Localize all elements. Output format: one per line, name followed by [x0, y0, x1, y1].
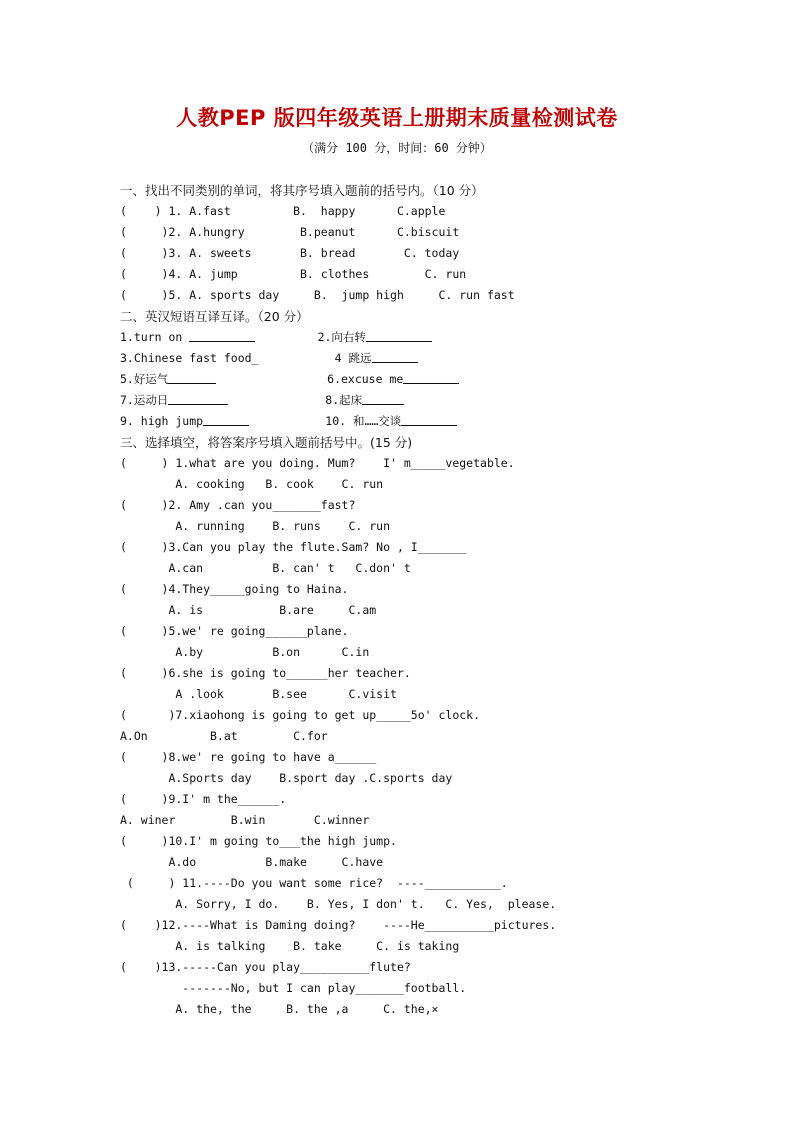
- question-line: ( ) 11.----Do you want some rice? ----___________.: [120, 876, 508, 890]
- options-line: A.do B.make C.have: [120, 855, 384, 869]
- answer-blank: [362, 392, 404, 405]
- question-line: ( )10.I' m going to___the high jump.: [120, 834, 397, 848]
- question-line: ( )4.They_____going to Haina.: [120, 582, 349, 596]
- options-line: A. winer B.win C.winner: [120, 813, 370, 827]
- phrase-right: 4 跳远: [334, 351, 372, 365]
- phrase-left: 9. high jump: [120, 414, 204, 428]
- answer-blank: [401, 413, 457, 426]
- question-line: ( )6.she is going to______her teacher.: [120, 666, 411, 680]
- page-subtitle: （满分 100 分，时间：60 分钟）: [302, 141, 492, 155]
- section1-item: ( )4. A. jump B. clothes C. run: [120, 267, 467, 281]
- question-line: ( )3.Can you play the flute.Sam? No , I_______: [120, 540, 467, 554]
- section1-item: ( ) 1. A.fast B. happy C.apple: [120, 204, 446, 218]
- section1-item: ( )5. A. sports day B. jump high C. run fast: [120, 288, 515, 302]
- phrase-left: 5.好运气: [120, 372, 169, 386]
- question-line: ( )5.we' re going______plane.: [120, 624, 349, 638]
- section2-row: [120, 411, 720, 432]
- options-line: A. is talking B. take C. is taking: [120, 939, 460, 953]
- question-line: ( )2. Amy .can you_______fast?: [120, 498, 356, 512]
- phrase-right: 2.向右转: [317, 330, 366, 344]
- options-line: A. is B.are C.am: [120, 603, 377, 617]
- answer-blank: [372, 350, 418, 363]
- section2-row: [120, 369, 720, 390]
- options-line: A.Sports day B.sport day .C.sports day: [120, 771, 453, 785]
- section2-row: [120, 390, 720, 411]
- options-line: A .look B.see C.visit: [120, 687, 397, 701]
- question-line: ( )12.----What is Daming doing? ----He__________pictures.: [120, 918, 557, 932]
- answer-blank: [189, 329, 255, 342]
- question-line: ( )9.I' m the______.: [120, 792, 287, 806]
- question-line: -------No, but I can play_______football.: [120, 981, 467, 995]
- options-line: A. the, the B. the ,a C. the,×: [120, 1002, 439, 1016]
- section1-heading: 一、找出不同类别的单词，将其序号填入题前的括号内。（10 分）: [120, 183, 484, 198]
- options-line: A. cooking B. cook C. run: [120, 477, 384, 491]
- question-line: ( )7.xiaohong is going to get up_____5o' clock.: [120, 708, 481, 722]
- section2-row: [120, 327, 720, 348]
- answer-blank: [168, 392, 228, 405]
- phrase-right: 8.起床: [325, 393, 363, 407]
- phrase-left: 7.运动日: [120, 393, 169, 407]
- phrase-left: 1.turn on: [120, 330, 190, 344]
- answer-blank: [203, 413, 249, 426]
- phrase-right: 6.excuse me: [327, 372, 404, 386]
- options-line: A.by B.on C.in: [120, 645, 370, 659]
- question-line: ( )13.-----Can you play__________flute?: [120, 960, 411, 974]
- answer-blank: [403, 371, 459, 384]
- answer-blank: [168, 371, 216, 384]
- exam-content: [120, 180, 720, 1020]
- question-line: ( )8.we' re going to have a______: [120, 750, 377, 764]
- options-line: A. running B. runs C. run: [120, 519, 391, 533]
- answer-blank: [366, 329, 432, 342]
- phrase-right: 10. 和……交谈: [325, 414, 402, 428]
- page-title: 人教PEP 版四年级英语上册期末质量检测试卷: [176, 106, 618, 130]
- section2-heading: 二、英汉短语互译互译。（20 分）: [120, 309, 309, 324]
- options-line: A. Sorry, I do. B. Yes, I don' t. C. Yes, please.: [120, 897, 557, 911]
- section1-item: ( )2. A.hungry B.peanut C.biscuit: [120, 225, 460, 239]
- question-line: ( ) 1.what are you doing. Mum? I' m_____vegetable.: [120, 456, 515, 470]
- phrase-left: 3.Chinese fast food_: [120, 351, 259, 365]
- options-line: A.can B. can' t C.don' t: [120, 561, 411, 575]
- section3-heading: 三、选择填空，将答案序号填入题前括号中。(15 分): [120, 435, 413, 450]
- section2-row: [120, 348, 720, 369]
- options-line: A.On B.at C.for: [120, 729, 328, 743]
- section1-item: ( )3. A. sweets B. bread C. today: [120, 246, 460, 260]
